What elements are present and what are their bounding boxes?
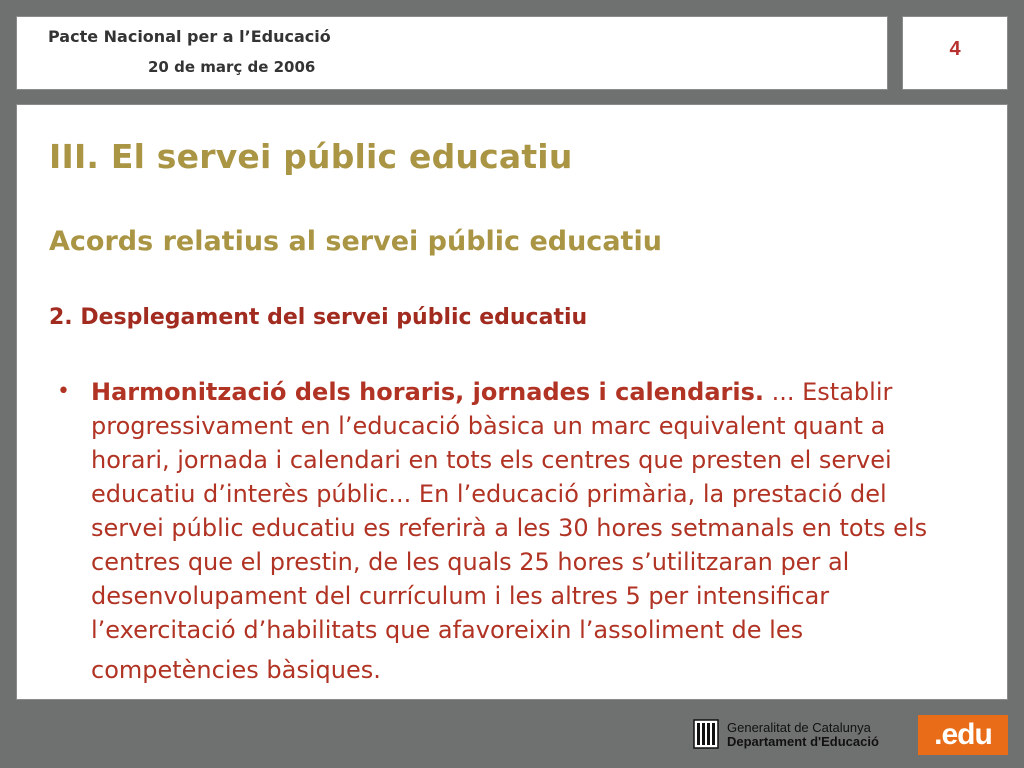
header-date: 20 de març de 2006 — [148, 58, 316, 76]
bullet-line — [91, 375, 971, 409]
generalitat-logo-icon — [693, 719, 719, 749]
page-number: 4 — [949, 38, 961, 60]
bullet-line: competències bàsiques. — [91, 656, 381, 684]
bullet-line: l’exercitació d’habilitats que afavoreixin l’assoliment de les — [91, 616, 804, 644]
header-title: Pacte Nacional per a l’Educació — [48, 27, 331, 46]
bullet-icon: • — [57, 379, 70, 404]
bullet-line: progressivament en l’educació bàsica un marc equivalent quant a — [91, 412, 886, 440]
bullet-line: desenvolupament del currículum i les altres 5 per intensificar — [91, 582, 830, 610]
point-title: 2. Desplegament del servei públic educatiu — [49, 305, 588, 330]
org-name-line2: Departament d'Educació — [727, 734, 879, 749]
slide-content — [16, 104, 1008, 700]
bullet-text — [91, 375, 971, 687]
bullet-line: centres que el prestin, de les quals 25 hores s’utilitzaran per al — [91, 548, 850, 576]
footer — [0, 700, 1024, 768]
page-number-box — [902, 16, 1008, 90]
org-name-line1: Generalitat de Catalunya — [727, 720, 871, 735]
bullet-line: servei públic educatiu es referirà a les 30 hores setmanals en tots els — [91, 514, 928, 542]
header-box — [16, 16, 888, 90]
bullet-line-rest: ... Establir — [763, 378, 893, 406]
bullet-line: educatiu d’interès públic... En l’educació primària, la prestació del — [91, 480, 887, 508]
edu-logo: .edu — [918, 715, 1008, 755]
bullet-line: horari, jornada i calendari en tots els centres que presten el servei — [91, 446, 892, 474]
bullet-bold-heading: Harmonització dels horaris, jornades i calendaris. — [91, 378, 764, 406]
section-title: III. El servei públic educatiu — [49, 137, 573, 176]
subtitle: Acords relatius al servei públic educatiu — [49, 226, 662, 257]
